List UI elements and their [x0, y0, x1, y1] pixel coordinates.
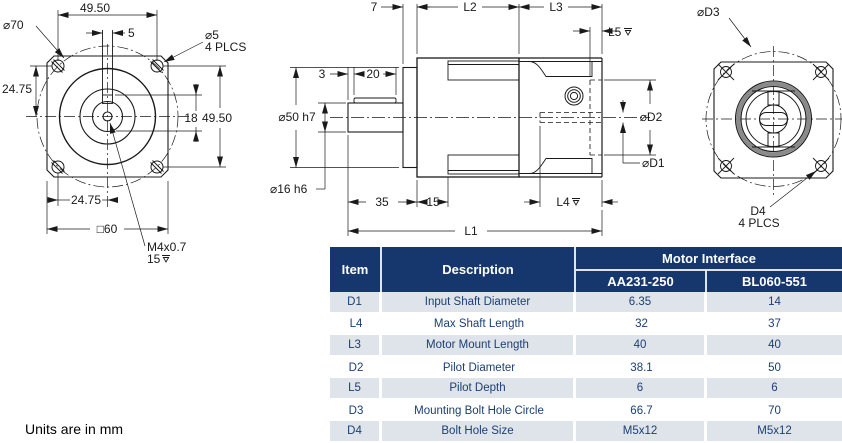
- cell-aa231-250: 6.35: [576, 292, 707, 314]
- cell-bl060-551: 50: [707, 357, 842, 379]
- depth-symbol-icon: [162, 256, 170, 263]
- svg-text:M4x0.7: M4x0.7: [147, 240, 187, 254]
- side-dim-key: [319, 67, 396, 100]
- front-label-dia70: [3, 18, 64, 58]
- svg-text:□60: □60: [96, 222, 118, 236]
- cell-bl060-551: 40: [707, 335, 842, 357]
- motor-interface-header-block: [576, 247, 842, 292]
- cell-description: Motor Mount Length: [382, 335, 576, 357]
- side-dim-pilot-len: [371, 0, 430, 64]
- side-dim-l2: [417, 0, 519, 54]
- depth-symbol-icon: [624, 29, 632, 36]
- cell-aa231-250: 6: [576, 378, 707, 400]
- table-row: [330, 314, 842, 336]
- svg-text:4 PLCS: 4 PLCS: [738, 216, 780, 230]
- cell-description: Pilot Depth: [382, 378, 576, 400]
- cell-aa231-250: 38.1: [576, 357, 707, 379]
- svg-text:D4: D4: [750, 204, 766, 218]
- side-dim-lengths: [348, 135, 448, 236]
- svg-text:L5: L5: [608, 25, 622, 39]
- svg-text:L1: L1: [464, 224, 478, 238]
- cell-item: L5: [330, 378, 382, 400]
- front-dim-hole-offset-v: [2, 66, 52, 117]
- side-dim-l4: [524, 126, 618, 209]
- cell-bl060-551: 37: [707, 314, 842, 336]
- side-view: [270, 0, 665, 238]
- svg-text:⌀70: ⌀70: [3, 18, 24, 32]
- table-header: [330, 247, 842, 292]
- cell-item: D1: [330, 292, 382, 314]
- cell-aa231-250: M5x12: [576, 421, 707, 443]
- col-header-model-b: BL060-551: [707, 271, 842, 292]
- svg-text:⌀D3: ⌀D3: [697, 5, 720, 19]
- cell-bl060-551: 70: [707, 400, 842, 422]
- svg-text:18: 18: [184, 111, 198, 125]
- rear-label-d3: [697, 5, 751, 47]
- svg-text:⌀50 h7: ⌀50 h7: [278, 110, 316, 124]
- svg-text:3: 3: [318, 67, 326, 81]
- cell-item: D4: [330, 421, 382, 443]
- front-label-tap: [110, 123, 187, 266]
- cell-bl060-551: 6: [707, 378, 842, 400]
- table-body: [330, 292, 842, 443]
- cell-bl060-551: 14: [707, 292, 842, 314]
- cell-aa231-250: 40: [576, 335, 707, 357]
- table-row: [330, 357, 842, 379]
- svg-text:⌀16 h6: ⌀16 h6: [270, 182, 308, 196]
- col-header-item: Item: [330, 247, 382, 292]
- col-header-motor-interface: Motor Interface: [576, 247, 842, 271]
- svg-text:24.75: 24.75: [2, 82, 33, 96]
- front-view: [2, 1, 246, 266]
- svg-text:4 PLCS: 4 PLCS: [205, 40, 247, 54]
- side-dim-l3: [519, 0, 602, 54]
- svg-text:20: 20: [366, 67, 380, 81]
- cell-aa231-250: 66.7: [576, 400, 707, 422]
- svg-text:L3: L3: [549, 0, 563, 14]
- svg-text:15: 15: [426, 195, 440, 209]
- svg-text:15: 15: [147, 252, 161, 266]
- side-shaft-key: [354, 98, 396, 103]
- depth-symbol-icon: [572, 199, 580, 206]
- svg-text:⌀D1: ⌀D1: [642, 156, 665, 170]
- front-label-bolt-hole: [164, 28, 246, 62]
- col-header-model-a: AA231-250: [576, 271, 707, 292]
- table-row: [330, 400, 842, 422]
- rear-view: [697, 5, 842, 230]
- svg-text:35: 35: [375, 195, 389, 209]
- front-dim-keyway: [115, 84, 202, 142]
- col-header-description: Description: [382, 247, 576, 292]
- table-row: [330, 378, 842, 400]
- cell-description: Max Shaft Length: [382, 314, 576, 336]
- svg-text:⌀5: ⌀5: [205, 28, 219, 42]
- front-dim-square: [47, 181, 168, 236]
- cell-item: L3: [330, 335, 382, 357]
- motor-interface-table: [330, 247, 842, 443]
- svg-text:L4: L4: [556, 195, 570, 209]
- cell-description: Pilot Diameter: [382, 357, 576, 379]
- svg-text:49.50: 49.50: [201, 111, 233, 125]
- table-row: [330, 421, 842, 443]
- units-note: Units are in mm: [25, 421, 124, 437]
- cell-description: Input Shaft Diameter: [382, 292, 576, 314]
- cell-bl060-551: M5x12: [707, 421, 842, 443]
- cell-description: Mounting Bolt Hole Circle: [382, 400, 576, 422]
- svg-text:7: 7: [370, 0, 378, 14]
- socket-screw: [565, 87, 583, 105]
- svg-text:24.75: 24.75: [70, 193, 102, 207]
- table-row: [330, 335, 842, 357]
- svg-text:5: 5: [128, 26, 135, 40]
- cell-description: Bolt Hole Size: [382, 421, 576, 443]
- rear-label-d4: [738, 171, 816, 230]
- cell-item: D2: [330, 357, 382, 379]
- svg-text:49.50: 49.50: [79, 1, 111, 15]
- front-dim-slot: [86, 26, 135, 40]
- svg-text:⌀D2: ⌀D2: [639, 110, 663, 124]
- table-row: [330, 292, 842, 314]
- side-dim-l1: [348, 210, 602, 238]
- cell-aa231-250: 32: [576, 314, 707, 336]
- cell-item: L4: [330, 314, 382, 336]
- svg-text:L2: L2: [463, 0, 477, 14]
- cell-item: D3: [330, 400, 382, 422]
